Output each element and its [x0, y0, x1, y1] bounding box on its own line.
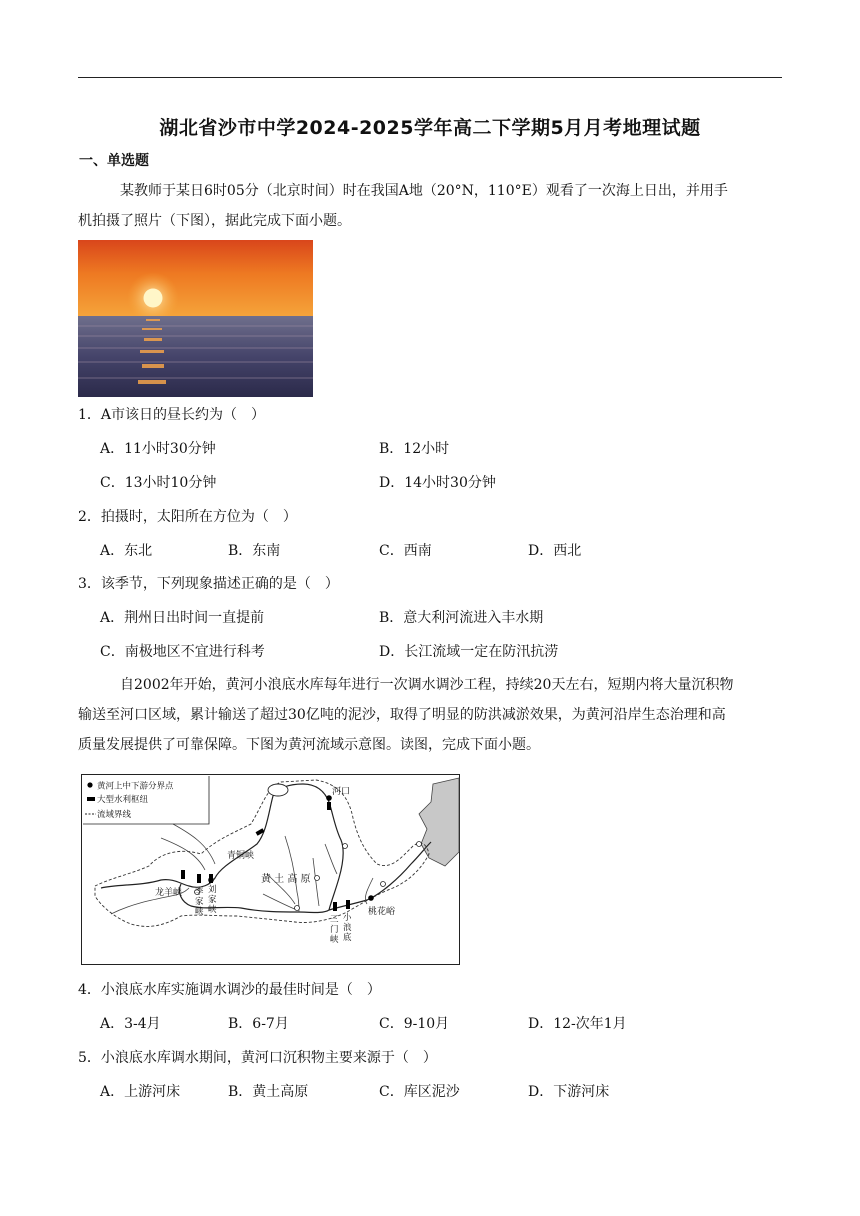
- dam-xiaolangdi: [346, 900, 350, 909]
- dam-liujiaxia: [209, 874, 213, 883]
- svg-text:李: 李: [195, 887, 204, 897]
- passage-2: [78, 670, 782, 760]
- passage-1-line-1: 某教师于某日6时05分（北京时间）时在我国A地（20°N，110°E）观看了一次海上日出，并用手: [120, 183, 728, 199]
- svg-text:小: 小: [343, 913, 352, 923]
- question-2-option-a[interactable]: A．东北: [100, 543, 153, 559]
- svg-text:底: 底: [343, 933, 352, 943]
- question-5-option-b[interactable]: B．黄土高原: [228, 1084, 309, 1100]
- svg-text:三: 三: [330, 915, 339, 925]
- question-2: 2．拍摄时，太阳所在方位为（ ）: [78, 509, 297, 525]
- question-3-option-d[interactable]: D．长江流域一定在防汛抗涝: [379, 644, 559, 660]
- dam-hekou: [327, 802, 331, 810]
- hekou-point: [326, 795, 332, 801]
- svg-text:浪: 浪: [343, 923, 352, 933]
- question-1-option-a[interactable]: A．11小时30分钟: [100, 441, 216, 457]
- question-3-option-a[interactable]: A．荆州日出时间一直提前: [100, 610, 265, 626]
- passage-1: [78, 176, 782, 236]
- legend-dam: 大型水利枢纽: [97, 795, 149, 805]
- question-5-option-d[interactable]: D．下游河床: [528, 1084, 610, 1100]
- svg-text:峡: 峡: [195, 907, 204, 917]
- passage-2-line-1: 自2002年开始，黄河小浪底水库每年进行一次调水调沙工程，持续20天左右，短期内将大量沉积物: [120, 677, 734, 693]
- question-5-option-c[interactable]: C．库区泥沙: [379, 1084, 460, 1100]
- yellow-river-map: [81, 774, 460, 965]
- svg-text:门: 门: [330, 925, 339, 935]
- question-4-option-d[interactable]: D．12-次年1月: [528, 1016, 627, 1032]
- dam-longyangxia: [181, 870, 185, 879]
- svg-text:家: 家: [195, 897, 204, 907]
- label-qingtongxia: 青铜峡: [227, 851, 255, 861]
- question-3-option-c[interactable]: C．南极地区不宜进行科考: [100, 644, 265, 660]
- header-rule: [78, 77, 782, 78]
- sunrise-photo: [78, 240, 313, 397]
- question-4-option-b[interactable]: B．6-7月: [228, 1016, 289, 1032]
- svg-text:家: 家: [208, 895, 217, 905]
- label-sanmenxia: [330, 915, 339, 945]
- legend-basin-boundary: 流域界线: [97, 810, 132, 820]
- svg-text:峡: 峡: [330, 935, 339, 945]
- svg-text:峡: 峡: [208, 905, 217, 915]
- dam-lijiaxia: [197, 874, 201, 883]
- question-4: 4．小浪底水库实施调水调沙的最佳时间是（ ）: [78, 982, 381, 998]
- label-lijiaxia: [195, 886, 204, 917]
- question-1-option-c[interactable]: C．13小时10分钟: [100, 475, 217, 491]
- label-liujiaxia: [208, 884, 217, 915]
- question-1-option-d[interactable]: D．14小时30分钟: [379, 475, 496, 491]
- section-heading: 一、单选题: [79, 153, 149, 169]
- question-4-option-a[interactable]: A．3-4月: [100, 1016, 161, 1032]
- taohuayu-point: [368, 895, 374, 901]
- question-4-option-c[interactable]: C．9-10月: [379, 1016, 450, 1032]
- passage-1-line-2: 机拍摄了照片（下图），据此完成下面小题。: [78, 213, 351, 229]
- question-5-option-a[interactable]: A．上游河床: [100, 1084, 181, 1100]
- question-5: 5．小浪底水库调水期间，黄河口沉积物主要来源于（ ）: [78, 1050, 437, 1066]
- question-2-option-d[interactable]: D．西北: [528, 543, 582, 559]
- legend-boundary-point: 黄河上中下游分界点: [97, 781, 174, 792]
- label-xiaolangdi: [343, 912, 352, 943]
- question-3-option-b[interactable]: B．意大利河流进入丰水期: [379, 610, 544, 626]
- question-2-option-c[interactable]: C．西南: [379, 543, 432, 559]
- passage-2-line-2: 输送至河口区域，累计输送了超过30亿吨的泥沙，取得了明显的防洪减淤效果，为黄河沿岸生态治理和高: [78, 707, 726, 723]
- passage-2-line-3: 质量发展提供了可靠保障。下图为黄河流域示意图。读图，完成下面小题。: [78, 737, 540, 753]
- page-title: 湖北省沙市中学2024-2025学年高二下学期5月月考地理试题: [159, 117, 701, 139]
- question-1-option-b[interactable]: B．12小时: [379, 441, 450, 457]
- question-3: 3．该季节，下列现象描述正确的是（ ）: [78, 576, 339, 592]
- question-2-option-b[interactable]: B．东南: [228, 543, 281, 559]
- label-taohuayu: 桃花峪: [368, 907, 396, 917]
- label-hekou: 河口: [332, 787, 351, 797]
- question-1: 1．A市该日的昼长约为（ ）: [78, 407, 266, 423]
- svg-text:刘: 刘: [208, 885, 217, 895]
- label-longyangxia: 龙羊峡: [155, 888, 183, 898]
- dam-sanmenxia: [333, 902, 337, 911]
- label-loess-plateau: 黄 土 高 原: [261, 874, 311, 885]
